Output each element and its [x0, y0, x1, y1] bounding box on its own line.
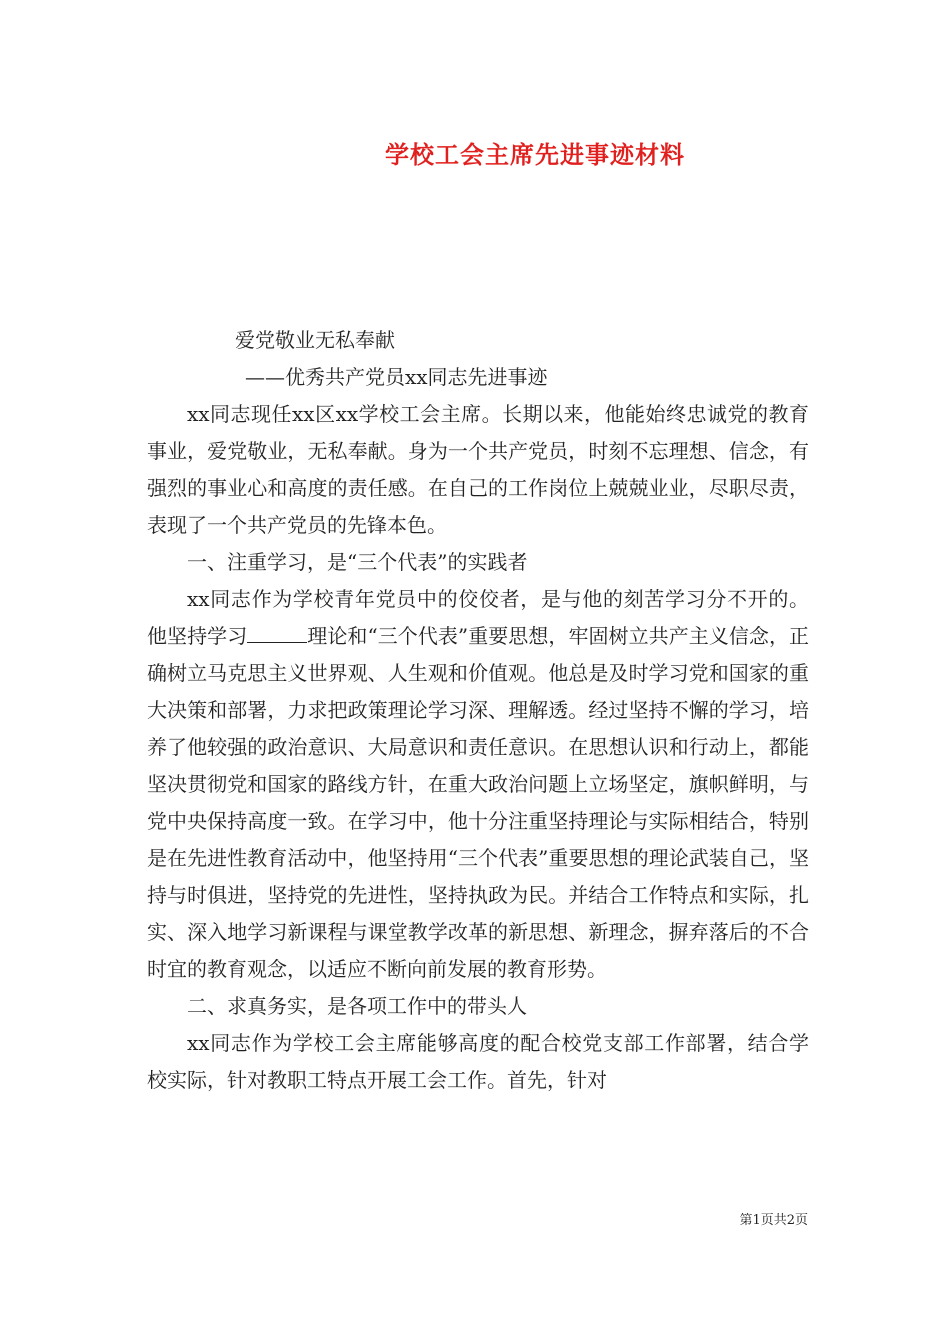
section-heading-1: 一、注重学习，是“三个代表”的实践者 — [187, 550, 528, 574]
paragraph-work: xx同志作为学校工会主席能够高度的配合校党支部工作部署，结合学校实际，针对教职工特点开展工会工作。首先，针对 — [147, 1031, 809, 1092]
paragraph-intro: xx同志现任xx区xx学校工会主席。长期以来，他能始终忠诚党的教育事业，爱党敬业，无私奉献。身为一个共产党员，时刻不忘理想、信念，有强烈的事业心和高度的责任感。在自己的工作岗位上兢兢业业，尽职尽责，表现了一个共产党员的先锋本色。 — [147, 402, 809, 537]
document-title: 学校工会主席先进事迹材料 — [385, 140, 685, 169]
article-subheading: ——优秀共产党员xx同志先进事迹 — [245, 365, 548, 389]
page-number: 第1页共2页 — [739, 1213, 808, 1228]
section-heading-2: 二、求真务实，是各项工作中的带头人 — [187, 994, 527, 1018]
paragraph-study-part1: xx同志作为学校青年党员中的佼佼者，是与他的刻苦学习分不开的。他坚持学习 — [147, 587, 809, 648]
paragraph-study-part2: 理论和“三个代表”重要思想，牢固树立共产主义信念，正确树立马克思主义世界观、人生观和价值观。他总是及时学习党和国家的重大决策和部署，力求把政策理论学习深、理解透。经过坚持不懈的学习，培养了他较强的政治意识、大局意识和责任意识。在思想认识和行动上，都能坚决贯彻党和国家的路线方针，在重大政治问题上立场坚定，旗帜鲜明，与党中央保持高度一致。在学习中，他十分注重坚持理论与实际相结合，特别是在先进性教育活动中，他坚持用“三个代表”重要思想的理论武装自己，坚持与时俱进，坚持党的先进性，坚持执政为民。并结合工作特点和实际，扎实、深入地学习新课程与课堂教学改革的新思想、新理念，摒弃落后的不合时宜的教育观念，以适应不断向前发展的教育形势。 — [147, 624, 809, 981]
blank-underline — [247, 624, 307, 643]
article-heading: 爱党敬业无私奉献 — [235, 328, 395, 352]
paragraph-study — [147, 581, 809, 988]
document-body — [147, 322, 809, 1099]
